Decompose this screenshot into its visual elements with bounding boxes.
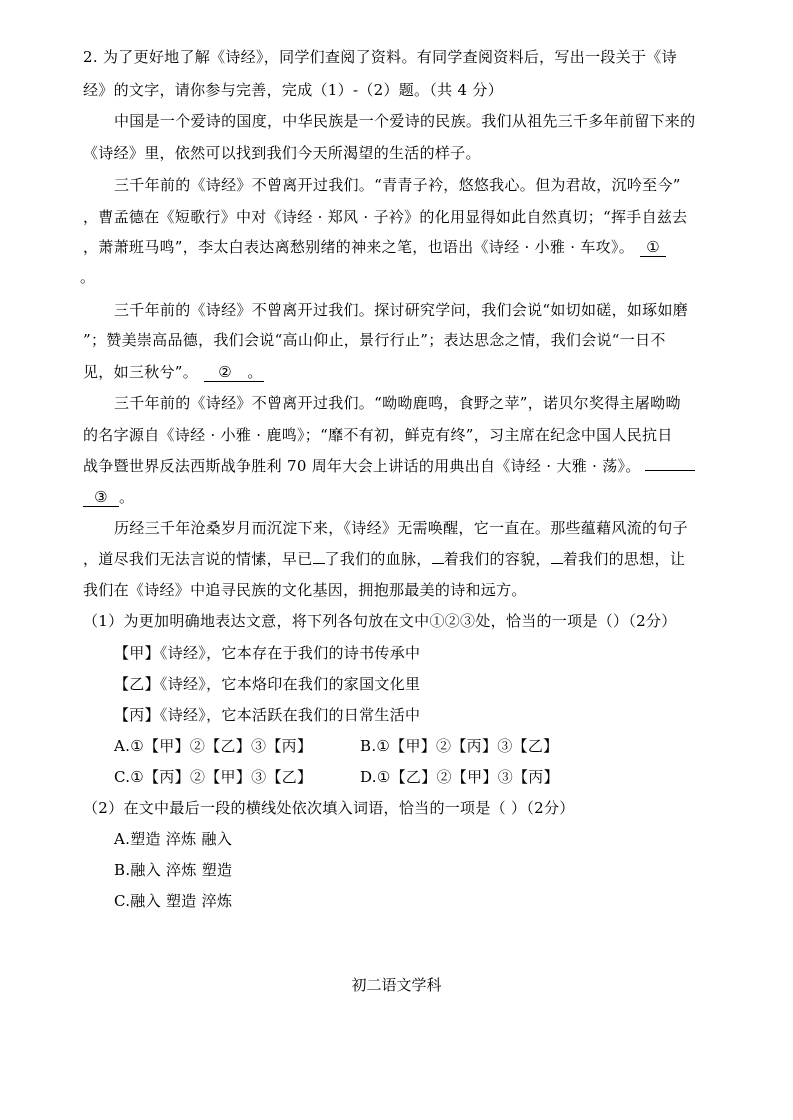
blank-a — [313, 563, 325, 564]
passage-p3-line-2: ”；赞美崇高品德，我们会说“高山仰止，景行行止”；表达思念之情，我们会说“一日不 — [83, 331, 666, 349]
q2-option-c: C.融入 塑造 淬炼 — [114, 892, 233, 910]
passage-p1-line-2: 《诗经》里，依然可以找到我们今天所渴望的生活的样子。 — [83, 144, 481, 162]
blank-2: ② — [204, 363, 246, 382]
q2-option-a: A.塑造 淬炼 融入 — [114, 830, 233, 848]
passage-text: 战争暨世界反法西斯战争胜利 70 周年大会上讲话的用典出自《诗经 · 大雅 · 荡》。 — [83, 457, 641, 475]
page-footer: 初二语文学科 — [351, 976, 442, 994]
passage-p2-line-1: 三千年前的《诗经》不曾离开过我们。“青青子衿，悠悠我心。但为君故，沉吟至今” — [114, 176, 681, 194]
passage-p4-line-1: 三千年前的《诗经》不曾离开过我们。“呦呦鹿鸣，食野之苹”，诺贝尔奖得主屠呦呦 — [114, 394, 681, 412]
passage-p5-line-3: 我们在《诗经》中追寻民族的文化基因，拥抱那最美的诗和远方。 — [83, 581, 527, 599]
blank-3-start — [645, 470, 695, 471]
q1-option-d: D.①【乙】②【甲】③【丙】 — [360, 768, 559, 786]
question-intro-line-2: 经》的文字，请你参与完善，完成（1）-（2）题。（共 4 分） — [83, 81, 504, 99]
q1-option-c: C.①【丙】②【甲】③【乙】 — [114, 768, 313, 786]
passage-text: 。 — [119, 488, 135, 506]
passage-p3-line-3 — [83, 362, 264, 382]
passage-p4-line-2: 的名字源自《诗经 · 小雅 · 鹿鸣》；“靡不有初，鲜克有终”，习主席在纪念中国人民抗日 — [83, 426, 673, 444]
passage-p4-line-3 — [83, 456, 695, 476]
blank-1: ① — [640, 238, 666, 257]
q1-stem: （1）为更加明确地表达文意，将下列各句放在文中①②③处，恰当的一项是（）（2分） — [83, 612, 677, 630]
passage-text: ，萧萧班马鸣”，李太白表达离愁别绪的神来之笔，也语出《诗经 · 小雅 · 车攻》。 — [83, 238, 635, 256]
passage-p1-line-1: 中国是一个爱诗的国度，中华民族是一个爱诗的民族。我们从祖先三千多年前留下来的 — [114, 112, 696, 130]
blank-b — [432, 563, 444, 564]
passage-text: 了我们的血脉， — [324, 550, 432, 568]
q1-option-b: B.①【甲】②【丙】③【乙】 — [360, 737, 559, 755]
passage-text: 着我们的容貌， — [443, 550, 551, 568]
passage-text: 着我们的思想，让 — [562, 550, 686, 568]
passage-text: 见，如三秋兮”。 — [83, 363, 199, 381]
q1-sentence-yi: 【乙】《诗经》，它本烙印在我们的家国文化里 — [114, 675, 421, 693]
q1-option-a: A.①【甲】②【乙】③【丙】 — [114, 737, 313, 755]
passage-p5-line-2 — [83, 549, 685, 569]
q1-sentence-jia: 【甲】《诗经》，它本存在于我们的诗书传承中 — [114, 644, 421, 662]
blank-c — [551, 563, 563, 564]
passage-p5-line-1: 历经三千年沧桑岁月而沉淀下来，《诗经》无需唤醒，它一直在。那些蕴藉风流的句子 — [114, 519, 688, 537]
q2-option-b: B.融入 淬炼 塑造 — [114, 861, 233, 879]
blank-3: ③ — [83, 488, 119, 507]
passage-text: ，道尽我们无法言说的情愫，早已 — [83, 550, 313, 568]
q1-sentence-bing: 【丙】《诗经》，它本活跃在我们的日常生活中 — [114, 706, 421, 724]
passage-p4-line-4 — [83, 487, 134, 507]
question-intro-line-1: 2. 为了更好地了解《诗经》，同学们查阅了资料。有同学查阅资料后，写出一段关于《诗 — [83, 48, 677, 66]
passage-text: 。 — [247, 363, 263, 381]
passage-p3-line-1: 三千年前的《诗经》不曾离开过我们。探讨研究学问，我们会说“如切如磋，如琢如磨 — [114, 301, 689, 319]
passage-p2-line-3 — [83, 237, 666, 257]
passage-p2-line-4: 。 — [80, 268, 96, 286]
q2-stem: （2）在文中最后一段的横线处依次填入词语，恰当的一项是（ ）（2分） — [83, 799, 575, 817]
passage-p2-line-2: ，曹孟德在《短歌行》中对《诗经 · 郑风 · 子衿》的化用显得如此自然真切；“挥手自兹去 — [83, 208, 688, 226]
